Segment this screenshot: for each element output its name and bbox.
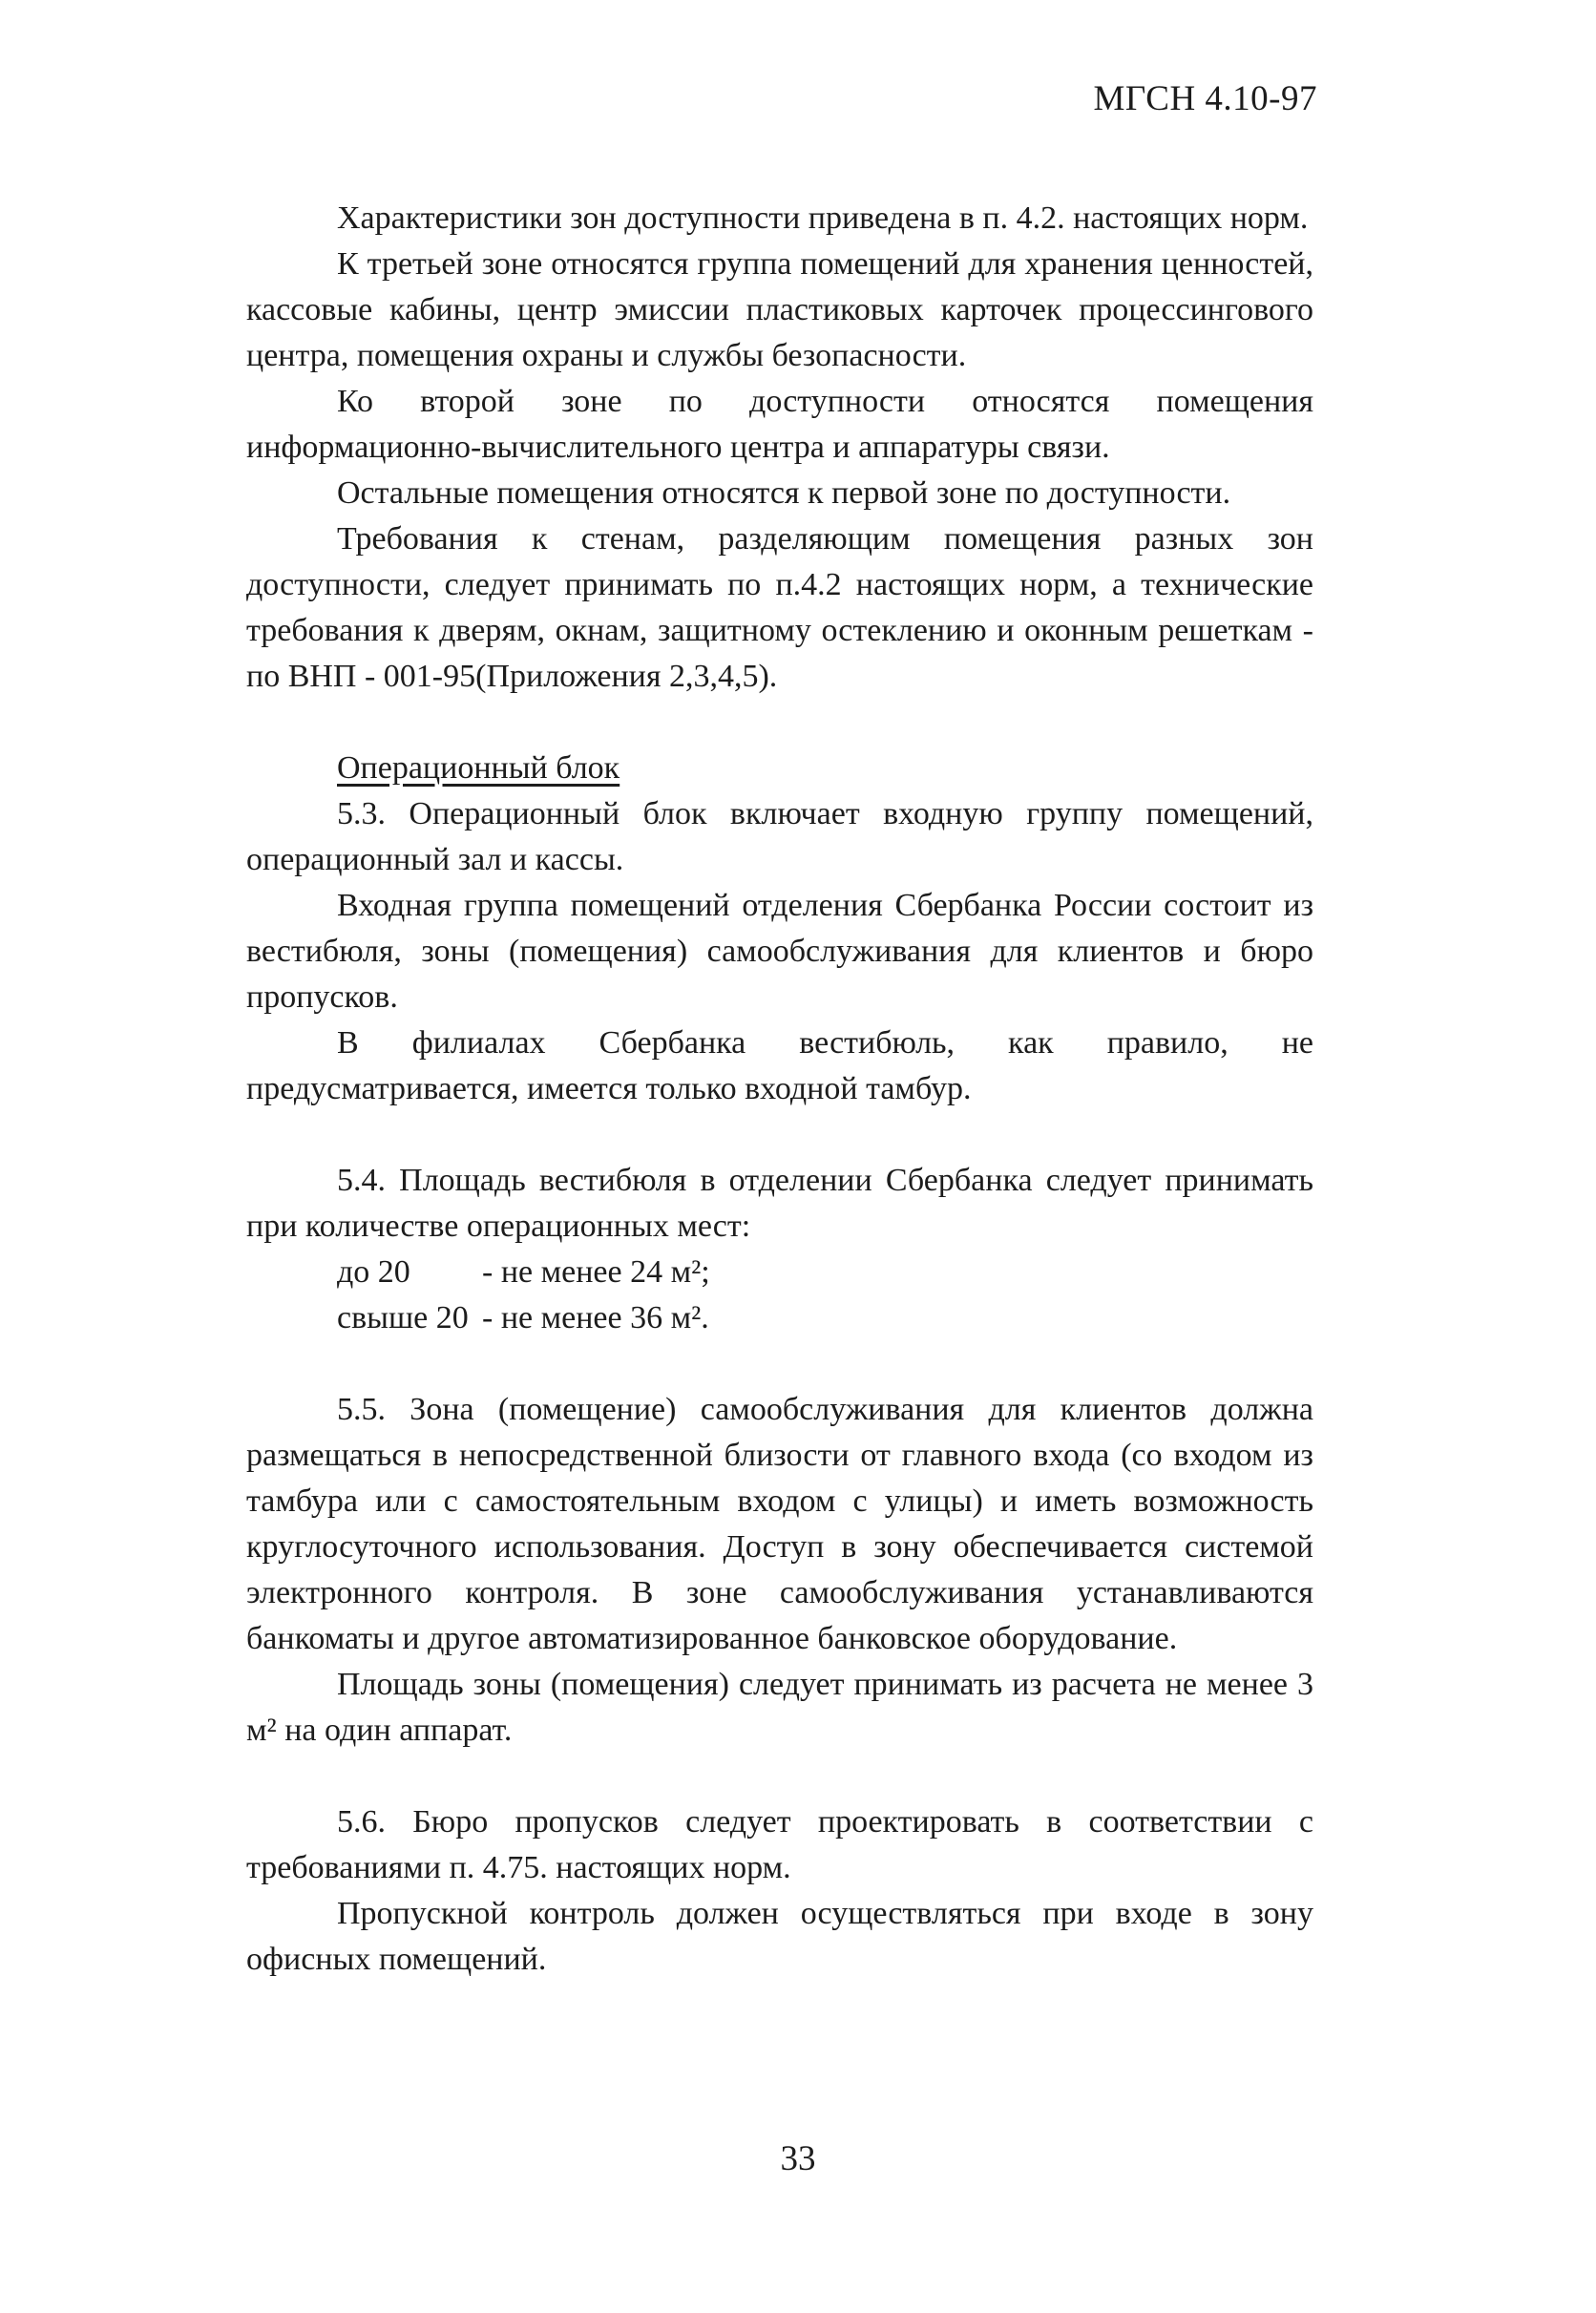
paragraph: В филиалах Сбербанка вестибюль, как правило, не предусматривается, имеется только входной тамбур. (246, 1025, 1313, 1106)
paragraph: 5.5. Зона (помещение) самообслуживания для клиентов должна размещаться в непосредственной близости от главного входа (со входом из тамбура или с самостоятельным входом с улицы) и иметь возможность круглосуточного использования. Доступ в зону обеспечивается системой электронного контроля. В зоне самообслуживания устанавливаются банкоматы и другое автоматизированное банковское оборудование. (246, 1392, 1313, 1656)
seat-range: до 20 (337, 1254, 410, 1290)
seat-range: свыше 20 (337, 1300, 469, 1335)
paragraph: Характеристики зон доступности приведена в п. 4.2. настоящих норм. (337, 200, 1309, 236)
page-number: 33 (780, 2139, 816, 2178)
paragraph: 5.6. Бюро пропусков следует проектировать в соответствии с требованиями п. 4.75. настоящих норм. (246, 1804, 1313, 1885)
paragraph: Площадь зоны (помещения) следует принимать из расчета не менее 3 м² на один аппарат. (246, 1667, 1313, 1748)
min-area: - не менее 36 м². (482, 1300, 709, 1335)
paragraph: К третьей зоне относятся группа помещений для хранения ценностей, кассовые кабины, центр эмиссии пластиковых карточек процессингового центра, помещения охраны и службы безопасности. (246, 246, 1313, 373)
paragraph: Ко второй зоне по доступности относятся помещения информационно-вычислительного центра и аппаратуры связи. (246, 384, 1313, 465)
spacer (246, 1112, 1313, 1158)
area-requirement-row (246, 1295, 1313, 1341)
document-body (246, 196, 1313, 1983)
paragraph: 5.3. Операционный блок включает входную группу помещений, операционный зал и кассы. (246, 796, 1313, 877)
spacer (246, 1341, 1313, 1387)
paragraph: Входная группа помещений отделения Сбербанка России состоит из вестибюля, зоны (помещения) самообслуживания для клиентов и бюро пропусков. (246, 888, 1313, 1015)
section-heading: Операционный блок (337, 750, 620, 786)
paragraph: Остальные помещения относятся к первой зоне по доступности. (337, 475, 1231, 511)
spacer (246, 700, 1313, 746)
paragraph: Требования к стенам, разделяющим помещения разных зон доступности, следует принимать по п.4.2 настоящих норм, а технические требования к дверям, окнам, защитному остеклению и оконным решеткам - по ВНП - 001-95(Приложения 2,3,4,5). (246, 521, 1313, 694)
paragraph: 5.4. Площадь вестибюля в отделении Сбербанка следует принимать при количестве операционных мест: (246, 1163, 1313, 1244)
paragraph: Пропускной контроль должен осуществляться при входе в зону офисных помещений. (246, 1896, 1313, 1977)
document-code: МГСН 4.10-97 (1093, 79, 1317, 118)
area-requirement-row (246, 1250, 1313, 1295)
min-area: - не менее 24 м²; (482, 1254, 710, 1290)
spacer (246, 1754, 1313, 1799)
